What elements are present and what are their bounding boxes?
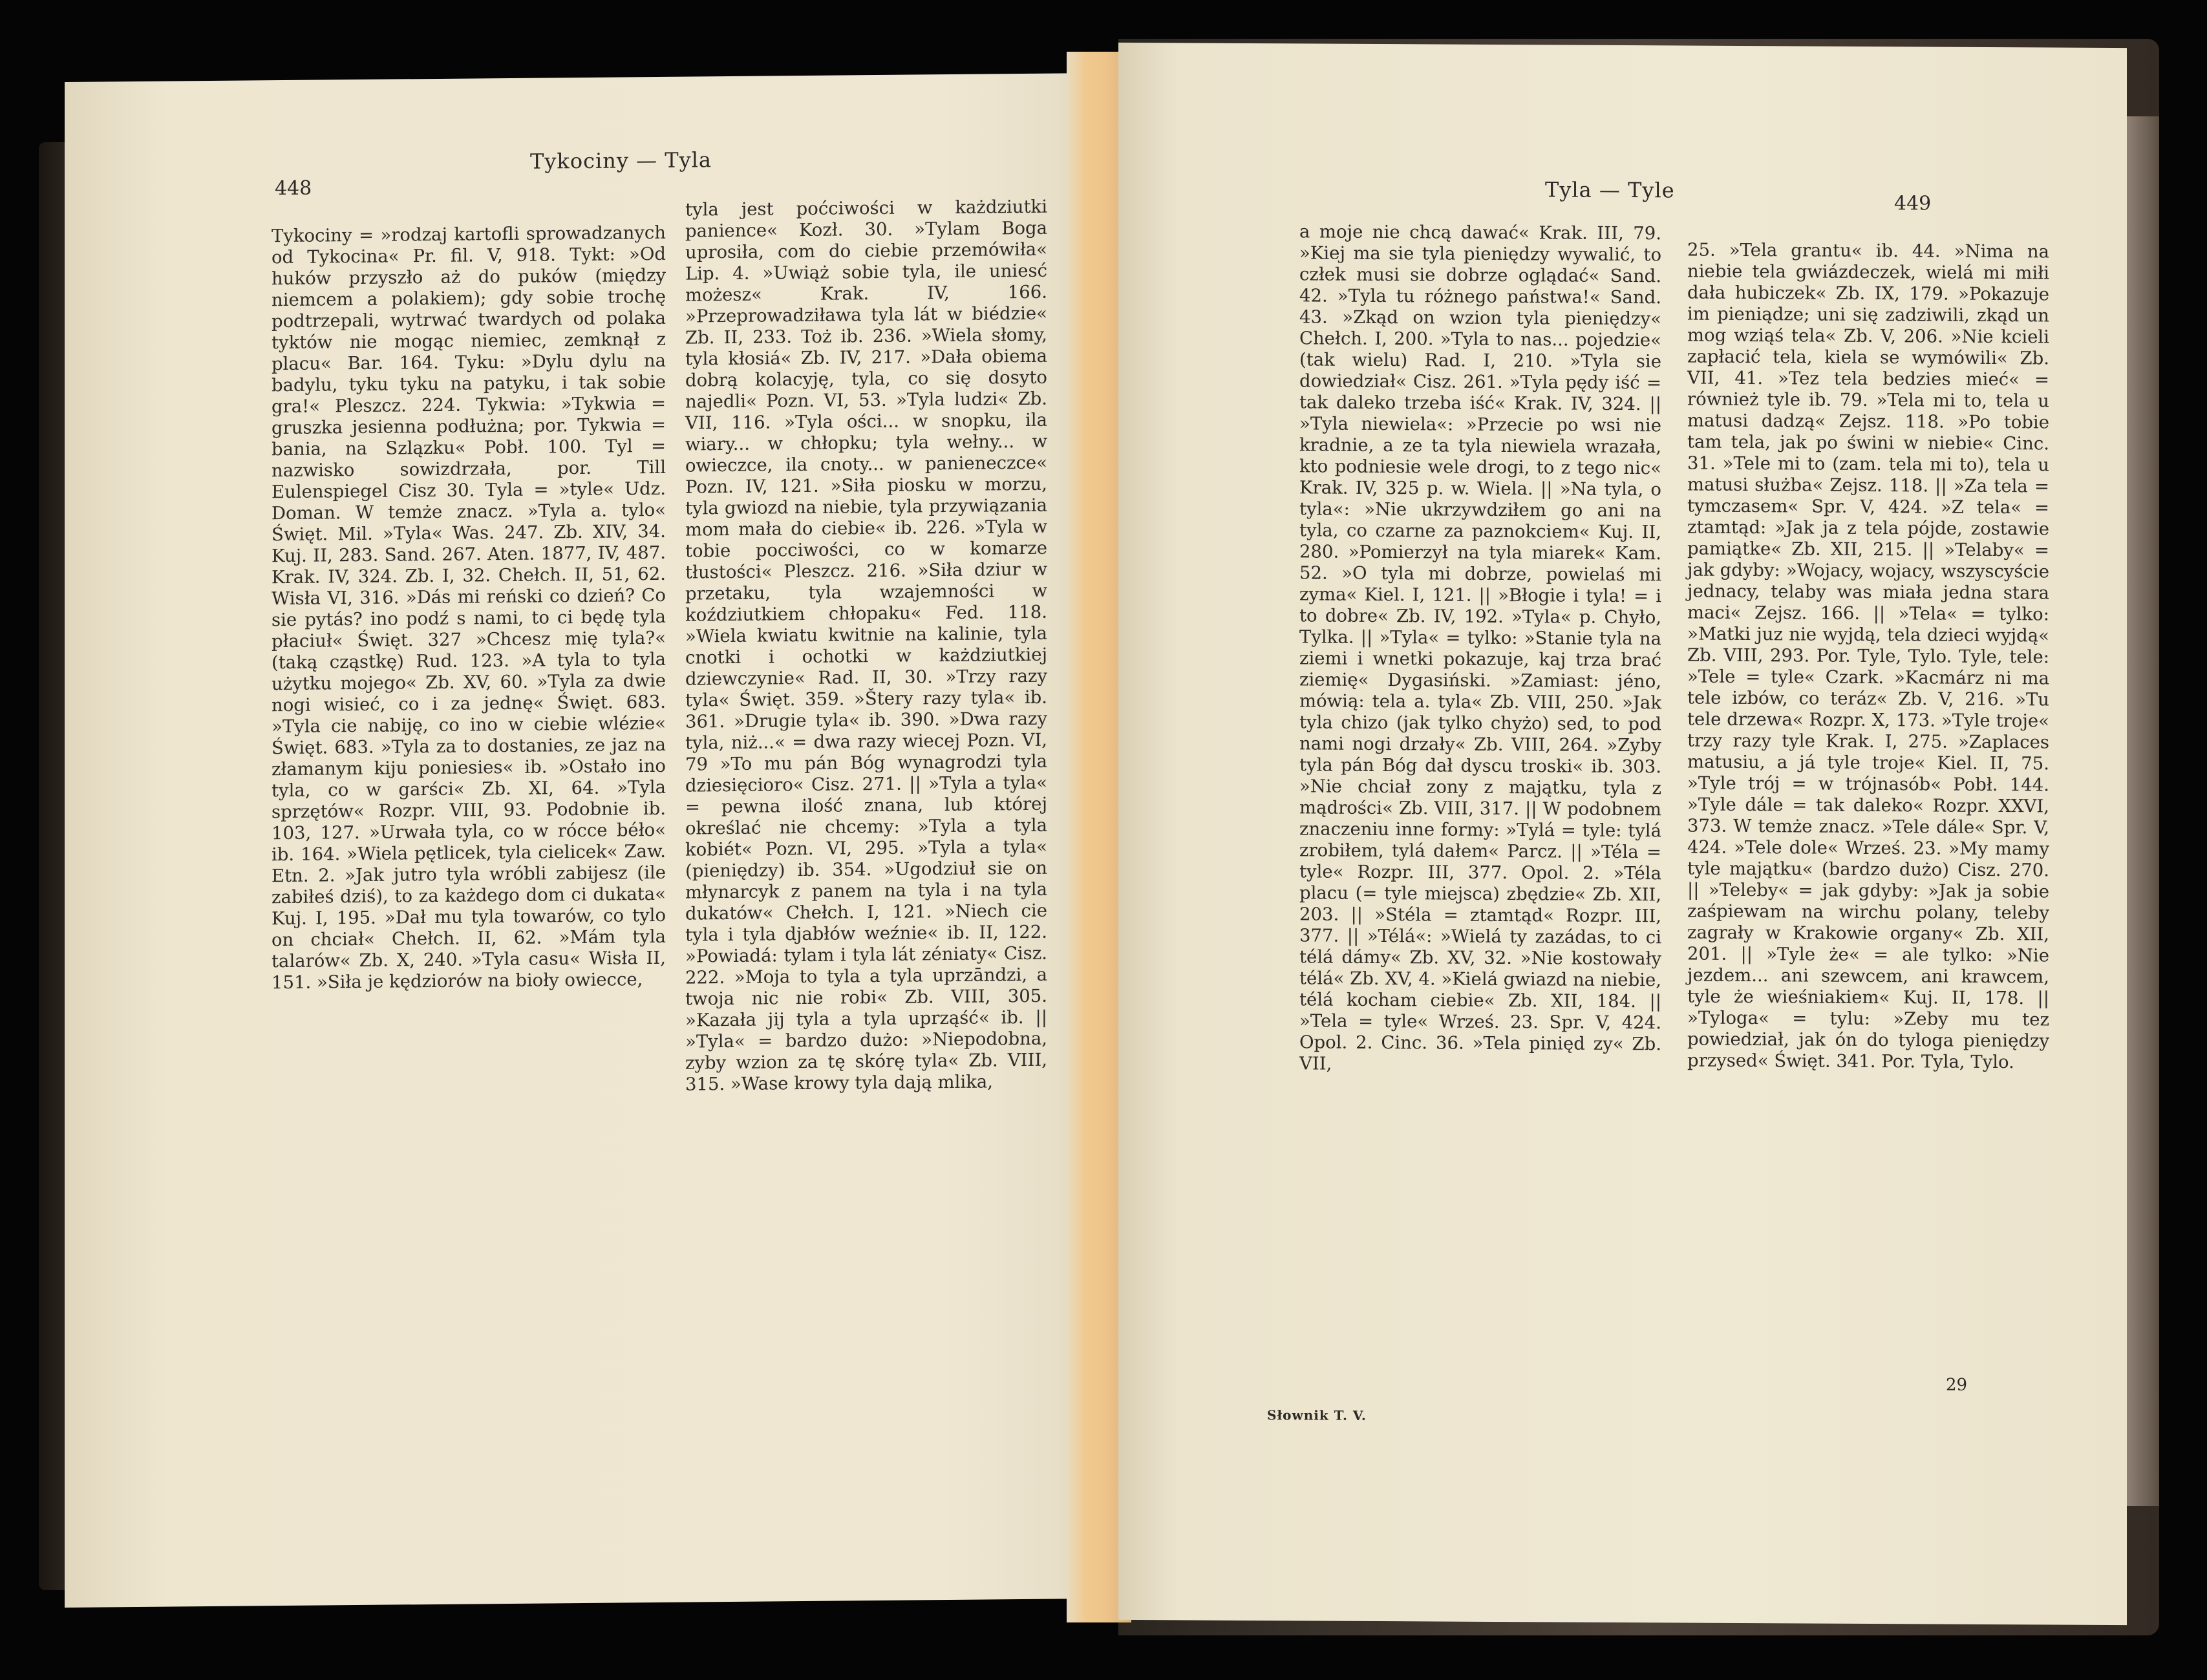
right-column-2 — [1687, 240, 2049, 1074]
left-page — [65, 73, 1099, 1608]
right-page — [1118, 43, 2127, 1625]
left-column-2-text: tyla jest poćciwości w każdziutki panience« Kozł. 30. »Tylam Boga uprosiła, com do ciebie przemówiła« Lip. 4. »Uwiąż sobie tyla, ile uniesć możesz« Krak. IV, 166. »Przeprowadziława tyla lát w biédzie« Zb. II, 233. Toż ib. 236. »Wiela słomy, tyla kłosiá« Zb. IV, 217. »Dała obiema dobrą kolacyję, tyla, co się dosyto najedli« Pozn. VI, 53. »Tyla ludzi« Zb. VII, 116. »Tyla ości... w snopku, ila wiary... w chłopku; tyla wełny... w owieczce, ila cnoty... w panieneczce« Pozn. IV, 121. »Siła piosku w morzu, tyla gwiozd na niebie, tyla przywiązania mom mała do ciebie« ib. 226. »Tyla w tobie pocciwości, co w komarze tłustości« Pleszcz. 216. »Siła dziur w przetaku, tyla wzajemności w koździutkiem chłopaku« Fed. 118. »Wiela kwiatu kwitnie na kalinie, tyla cnotki i ochotki w każdziutkiej dziewczynie« Rad. II, 30. »Trzy razy tyla« Święt. 359. »Štery razy tyla« ib. 361. »Drugie tyla« ib. 390. »Dwa razy tyla, niż...« = dwa razy wiecej Pozn. VI, 79 »To mu pán Bóg wynagrodzi tyla dziesięcioro« Cisz. 271. || »Tyla a tyla« = pewna ilość znana, lub której określać nie chcemy: »Tyla a tyla kobiét« Pozn. VI, 295. »Tyla a tyla« (pieniędzy) ib. 354. »Ugodziuł sie on młynarcyk z panem na tyla i na tyla dukatów« Chełch. I, 121. »Niech cie tyla i tyla djabłów weźnie« ib. II, 122. »Powiadá: tylam i tyla lát zéniaty« Cisz. 222. »Moja to tyla a tyla uprzāndzi, a twoja nic nie robi« Zb. VIII, 305. »Kazała jij tyla a tyla uprząść« ib. || »Tyla« = bardzo dużo: »Niepodobna, zyby wzion za tę skórę tyla« Zb. VIII, 315. »Wase krowy tyla dają mlika, — [685, 196, 1047, 1095]
left-page-number: 448 — [275, 176, 312, 200]
right-column-1-text: a moje nie chcą dawać« Krak. III, 79. »Kiej ma sie tyla pieniędzy wywalić, to człek musi sie dobrze oglądać« Sand. 42. »Tyla tu różnego państwa!« Sand. 43. »Zkąd on wzion tyla pieniędzy« Chełch. I, 200. »Tyla to nas... pojedzie« (tak wielu) Rad. I, 210. »Tyla sie dowiedział« Cisz. 261. »Tyla pędy iść = tak daleko trzeba iść« Krak. IV, 324. || »Tyla niewiela«: »Przecie po wsi nie kradnie, a ze ta tyla niewiela wrazała, kto podniesie wele drogi, to z tego nic« Krak. IV, 325 p. w. Wiela. || »Na tyla, o tyla«: »Nie ukrzywdziłem go ani na tyla, co czarne za paznokciem« Kuj. II, 280. »Pomierzył na tyla miarek« Kam. 52. »O tyla mi dobrze, powielaś mi zyma« Kiel. I, 121. || »Błogie i tyla! = i to dobre« Zb. IV, 192. »Tyla« p. Chyło, Tylka. || »Tyla« = tylko: »Stanie tyla na ziemi i wnetki pokazuje, kaj trza brać ziemię« Dygasiński. »Zamiast: jéno, mówią: tela a. tyla« Zb. VIII, 250. »Jak tyla chizo (jak tylko chyżo) sed, to pod nami nogi drzały« Zb. VIII, 264. »Zyby tyla pán Bóg dał dyscu troski« ib. 303. »Nie chciał zony z majątku, tyla z mądrości« Zb. VIII, 317. || W podobnem znaczeniu inne formy: »Tylá = tyle: tylá zrobiłem, tylá dałem« Parcz. || »Téla = tyle« Rozpr. III, 377. Opol. 2. »Téla placu (= tyle miejsca) zbędzie« Zb. XII, 203. || »Stéla = ztamtąd« Rozpr. III, 377. || »Télá«: »Wielá ty zazádas, to ci télá dámy« Zb. XV, 32. »Nie kostowały télá« Zb. XV, 4. »Kielá gwiazd na niebie, télá kocham ciebie« Zb. XII, 184. || »Tela = tyle« Wrześ. 23. Spr. V, 424. Opol. 2. Cinc. 36. »Tela pinięd zy« Zb. VII, — [1299, 221, 1661, 1074]
right-page-number: 449 — [1894, 192, 1932, 215]
signature-mark: Słownik T. V. — [1267, 1407, 1367, 1423]
left-column-1 — [272, 222, 666, 994]
left-column-1-text: Tykociny = »rodzaj kartofli sprowadzanych od Tykocina« Pr. fil. V, 918. Tykt: »Od huków przyszło aż do puków (między niemcem a polakiem); gdy sobie trochę podtrzepali, wytrwać twardych od polaka tyktów nie mogąc niemiec, zemknął z placu« Bar. 164. Tyku: »Dylu dylu na badylu, tyku tyku na patyku, i tak sobie gra!« Pleszcz. 224. Tykwia: »Tykwia = gruszka jesienna podłużna; por. Tykwia = bania, na Szlązku« Pobł. 100. Tyl = nazwisko sowizdrzała, por. Till Eulenspiegel Cisz 30. Tyla = »tyle« Udz. Doman. W temże znacz. »Tyla a. tylo« Święt. Mil. »Tyla« Was. 247. Zb. XIV, 34. Kuj. II, 283. Sand. 267. Aten. 1877, IV, 487. Krak. IV, 324. Zb. I, 32. Chełch. II, 51, 62. Wisła VI, 316. »Dás mi reński co dzień? Co sie pytás? ino podź s nami, to ci będę tyla płaciuł« Święt. 327 »Chcesz mię tyla?« (taką cząstkę) Rud. 123. »A tyla to tyla użytku mojego« Zb. XV, 60. »Tyla za dwie nogi wisieć, co i za jednę« Święt. 683. »Tyla cie nabiję, co ino w ciebie wlézie« Święt. 683. »Tyla za to dostanies, ze jaz na złamanym kiju poniesies« ib. »Ostało ino tyla, co w garści« Zb. XI, 64. »Tyla sprzętów« Rozpr. VIII, 93. Podobnie ib. 103, 127. »Urwała tyla, co w rócce béło« ib. 164. »Wiela pętlicek, tyla cielicek« Zaw. Etn. 2. »Jak jutro tyla wróbli zabijesz (ile zabiłeś dziś), to za każdego dom ci dukata« Kuj. I, 195. »Dał mu tyla towarów, co tylo on chciał« Chełch. II, 62. »Mám tyla talarów« Zb. X, 240. »Tyla casu« Wisła II, 151. »Siła je kędziorów na bioły owiecce, — [272, 222, 666, 994]
right-column-2-text: 25. »Tela grantu« ib. 44. »Nima na niebie tela gwiázdeczek, wielá mi miłi dała hubiczek« Zb. IX, 179. »Pokazuje im pieniądze; uni się zadziwili, zkąd un mog wziąś tela« Zb. V, 206. »Nie kcieli zapłacić tela, kiela se wymówili« Zb. VII, 41. »Tez tela bedzies mieć« = również tyle ib. 79. »Tela mi to, tela u matusi dadzą« Zejsz. 118. »Po tobie tam tela, jak po świni w niebie« Cinc. 31. »Tele mi to (zam. tela mi to), tela u matusi służba« Zejsz. 118. || »Za tela = tymczasem« Spr. V, 424. »Z tela« = ztamtąd: »Jak ja z tela pójde, zostawie pamiątke« Zb. XII, 215. || »Telaby« = jak gdyby: »Wojacy, wojacy, wszyscyście jednacy, telaby was miała jedna stara maci« Zejsz. 166. || »Tela« = tylko: »Matki juz nie wyjdą, tela dzieci wyjdą« Zb. VIII, 293. Por. Tyle, Tylo. Tyle, tele: »Tele = tyle« Czark. »Kacmárz ni ma tele izbów, co teráz« Zb. V, 216. »Tu tele drzewa« Rozpr. X, 173. »Tyle troje« trzy razy tyle Krak. I, 275. »Zaplaces matusiu, a já tyle troje« Kiel. II, 75. »Tyle trój = w trójnasób« Pobł. 144. »Tyle dále = tak daleko« Rozpr. XXVI, 373. W temże znacz. »Tele dále« Spr. V, 424. »Tele dole« Wrześ. 23. »My mamy tyle majątku« (bardzo dużo) Cisz. 270. || »Teleby« = jak gdyby: »Jak ja sobie zaśpiewam na wirchu polany, teleby zagrały w Krakowie organy« Zb. XII, 201. || »Tyle że« = ale tylko: »Nie jezdem... ani szewcem, ani krawcem, tyle że wieśniakiem« Kuj. II, 178. || »Tyloga« = tylu: »Zeby mu tez powiedział, jak ón do tyloga pieniędzy przysed« Święt. 341. Por. Tyla, Tylo. — [1687, 239, 2049, 1073]
left-running-head: Tykociny — Tyla — [530, 147, 712, 174]
right-column-1 — [1299, 221, 1661, 1076]
right-running-head: Tyla — Tyle — [1545, 177, 1675, 203]
left-column-2 — [685, 197, 1047, 1096]
sheet-number: 29 — [1946, 1375, 1968, 1395]
